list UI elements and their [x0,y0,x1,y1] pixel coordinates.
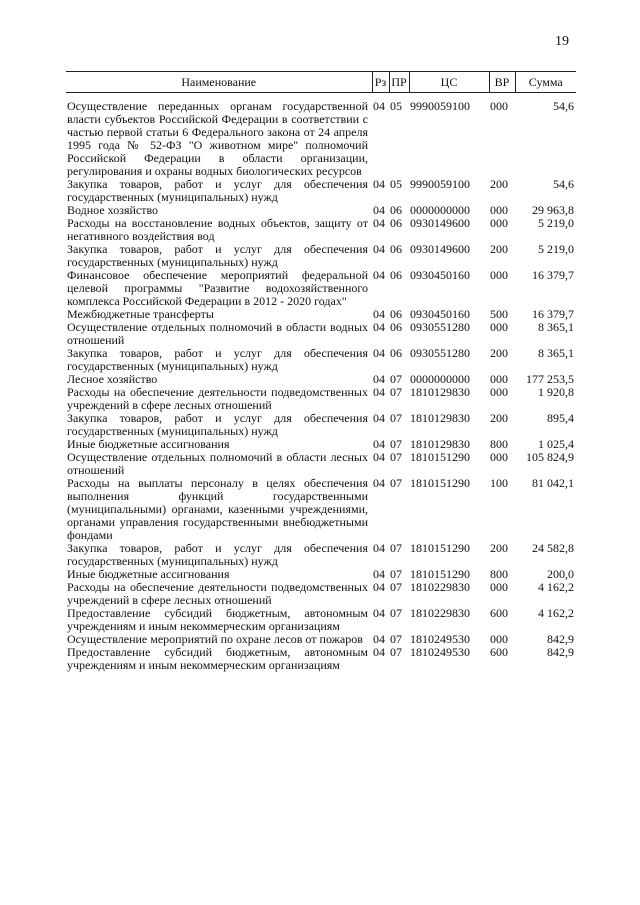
cell-cs: 1810229830 [410,606,470,620]
cell-pr: 06 [390,320,402,334]
table-row [66,217,576,243]
cell-sum: 29 963,8 [532,203,574,217]
table-row [66,178,576,204]
cell-rz: 04 [373,268,385,282]
cell-name: Закупка товаров, работ и услуг для обеспечения государственных (муниципальных) нужд [67,177,368,204]
cell-pr: 06 [390,346,402,360]
cell-rz: 04 [373,346,385,360]
cell-pr: 07 [390,437,402,451]
cell-cs: 0930551280 [410,346,470,360]
column-header-cs: ЦС [409,72,489,93]
cell-rz: 04 [373,307,385,321]
cell-rz: 04 [373,437,385,451]
cell-pr: 06 [390,268,402,282]
cell-cs: 0000000000 [410,203,470,217]
cell-name: Лесное хозяйство [67,372,158,386]
cell-cs: 0930149600 [410,242,470,256]
cell-vr: 000 [490,632,508,646]
cell-vr: 600 [490,606,508,620]
table-row [66,477,576,542]
column-header-sum: Сумма [515,72,576,93]
cell-cs: 1810151290 [410,567,470,581]
cell-vr: 200 [490,346,508,360]
cell-name: Закупка товаров, работ и услуг для обеспечения государственных (муниципальных) нужд [67,541,368,568]
cell-sum: 8 365,1 [538,320,574,334]
cell-vr: 000 [490,372,508,386]
cell-sum: 8 365,1 [538,346,574,360]
table-row [66,646,576,672]
column-header-pr: ПР [389,72,409,93]
cell-pr: 07 [390,645,402,659]
table-row [66,243,576,269]
cell-pr: 07 [390,606,402,620]
cell-name: Межбюджетные трансферты [67,307,214,321]
cell-sum: 54,6 [553,177,574,191]
cell-cs: 1810151290 [410,450,470,464]
cell-cs: 9990059100 [410,99,470,113]
table-row [66,581,576,607]
cell-sum: 1 920,8 [538,385,574,399]
cell-name: Расходы на обеспечение деятельности подведомственных учреждений в сфере лесных отношений [67,580,368,607]
cell-rz: 04 [373,203,385,217]
cell-rz: 04 [373,411,385,425]
table-body [66,93,576,673]
cell-vr: 200 [490,411,508,425]
cell-sum: 5 219,0 [538,216,574,230]
cell-name: Предоставление субсидий бюджетным, автономным учреждениям и иным некоммерческим организациям [67,606,368,633]
cell-cs: 1810229830 [410,580,470,594]
cell-sum: 81 042,1 [532,476,574,490]
cell-vr: 200 [490,242,508,256]
cell-cs: 9990059100 [410,177,470,191]
cell-cs: 1810129830 [410,385,470,399]
cell-name: Осуществление переданных органам государственной власти субъектов Российской Федерации в соответствии с частью первой статьи 6 Федерального закона от 24 апреля 1995 года № 52-ФЗ "О животном мире" полномочий Российской Федерации в области организации, регулирования и охраны водных биологических ресурсов [67,99,368,178]
cell-vr: 000 [490,580,508,594]
cell-cs: 0930450160 [410,307,470,321]
cell-pr: 07 [390,385,402,399]
cell-sum: 16 379,7 [532,307,574,321]
cell-sum: 24 582,8 [532,541,574,555]
table-row [66,607,576,633]
cell-name: Иные бюджетные ассигнования [67,437,230,451]
cell-rz: 04 [373,632,385,646]
cell-cs: 0930450160 [410,268,470,282]
cell-sum: 177 253,5 [526,372,574,386]
cell-vr: 000 [490,320,508,334]
cell-name: Предоставление субсидий бюджетным, автономным учреждениям и иным некоммерческим организациям [67,645,368,672]
cell-name: Закупка товаров, работ и услуг для обеспечения государственных (муниципальных) нужд [67,242,368,269]
cell-vr: 100 [490,476,508,490]
cell-name: Осуществление отдельных полномочий в области водных отношений [67,320,368,347]
cell-sum: 1 025,4 [538,437,574,451]
cell-name: Иные бюджетные ассигнования [67,567,230,581]
cell-cs: 0930551280 [410,320,470,334]
cell-cs: 0930149600 [410,216,470,230]
cell-rz: 04 [373,567,385,581]
cell-name: Финансовое обеспечение мероприятий федеральной целевой программы "Развитие водохозяйственного комплекса Российской Федерации в 2012 - 2020 годах" [67,268,368,308]
cell-vr: 500 [490,307,508,321]
cell-pr: 06 [390,307,402,321]
cell-pr: 07 [390,372,402,386]
cell-vr: 800 [490,437,508,451]
cell-sum: 54,6 [553,99,574,113]
cell-name: Расходы на восстановление водных объектов, защиту от негативного воздействия вод [67,216,368,243]
cell-pr: 07 [390,411,402,425]
cell-pr: 06 [390,242,402,256]
cell-rz: 04 [373,99,385,113]
cell-vr: 000 [490,216,508,230]
cell-sum: 4 162,2 [538,606,574,620]
cell-rz: 04 [373,320,385,334]
cell-rz: 04 [373,177,385,191]
cell-vr: 000 [490,99,508,113]
cell-vr: 000 [490,450,508,464]
cell-sum: 16 379,7 [532,268,574,282]
cell-cs: 1810151290 [410,476,470,490]
table-row [66,451,576,477]
cell-name: Расходы на выплаты персоналу в целях обеспечения выполнения функций государственными (муниципальными) органами, казенными учреждениями, органами управления государственными внебюджетными фондами [67,476,368,542]
cell-pr: 05 [390,99,402,113]
cell-sum: 200,0 [547,567,574,581]
table-row [66,412,576,438]
cell-rz: 04 [373,450,385,464]
budget-table [66,71,576,672]
table-row [66,321,576,347]
cell-rz: 04 [373,385,385,399]
page-number: 19 [555,34,569,49]
cell-pr: 06 [390,203,402,217]
cell-name: Закупка товаров, работ и услуг для обеспечения государственных (муниципальных) нужд [67,411,368,438]
cell-name: Водное хозяйство [67,203,159,217]
cell-rz: 04 [373,372,385,386]
cell-rz: 04 [373,476,385,490]
cell-cs: 0000000000 [410,372,470,386]
table-row [66,269,576,308]
cell-rz: 04 [373,242,385,256]
cell-rz: 04 [373,541,385,555]
cell-cs: 1810151290 [410,541,470,555]
cell-rz: 04 [373,580,385,594]
cell-cs: 1810129830 [410,437,470,451]
table-row [66,542,576,568]
column-header-rz: Рз [372,72,389,93]
cell-pr: 05 [390,177,402,191]
cell-sum: 4 162,2 [538,580,574,594]
cell-vr: 200 [490,177,508,191]
cell-rz: 04 [373,645,385,659]
cell-pr: 07 [390,476,402,490]
cell-vr: 000 [490,385,508,399]
column-header-vr: ВР [489,72,515,93]
cell-sum: 5 219,0 [538,242,574,256]
cell-vr: 200 [490,541,508,555]
cell-sum: 842,9 [547,645,574,659]
cell-cs: 1810249530 [410,645,470,659]
column-header-name: Наименование [66,72,372,93]
cell-vr: 000 [490,203,508,217]
table-row [66,93,576,179]
cell-vr: 600 [490,645,508,659]
table-row [66,347,576,373]
table-row [66,386,576,412]
cell-name: Расходы на обеспечение деятельности подведомственных учреждений в сфере лесных отношений [67,385,368,412]
cell-vr: 800 [490,567,508,581]
cell-cs: 1810129830 [410,411,470,425]
cell-name: Осуществление отдельных полномочий в области лесных отношений [67,450,368,477]
cell-name: Закупка товаров, работ и услуг для обеспечения государственных (муниципальных) нужд [67,346,368,373]
cell-pr: 07 [390,580,402,594]
cell-pr: 07 [390,567,402,581]
cell-rz: 04 [373,216,385,230]
table-header-row [66,72,576,93]
cell-pr: 06 [390,216,402,230]
cell-sum: 105 824,9 [526,450,574,464]
cell-cs: 1810249530 [410,632,470,646]
cell-rz: 04 [373,606,385,620]
cell-name: Осуществление мероприятий по охране лесов от пожаров [67,632,363,646]
cell-sum: 842,9 [547,632,574,646]
cell-pr: 07 [390,632,402,646]
cell-vr: 000 [490,268,508,282]
cell-pr: 07 [390,450,402,464]
cell-sum: 895,4 [547,411,574,425]
cell-pr: 07 [390,541,402,555]
